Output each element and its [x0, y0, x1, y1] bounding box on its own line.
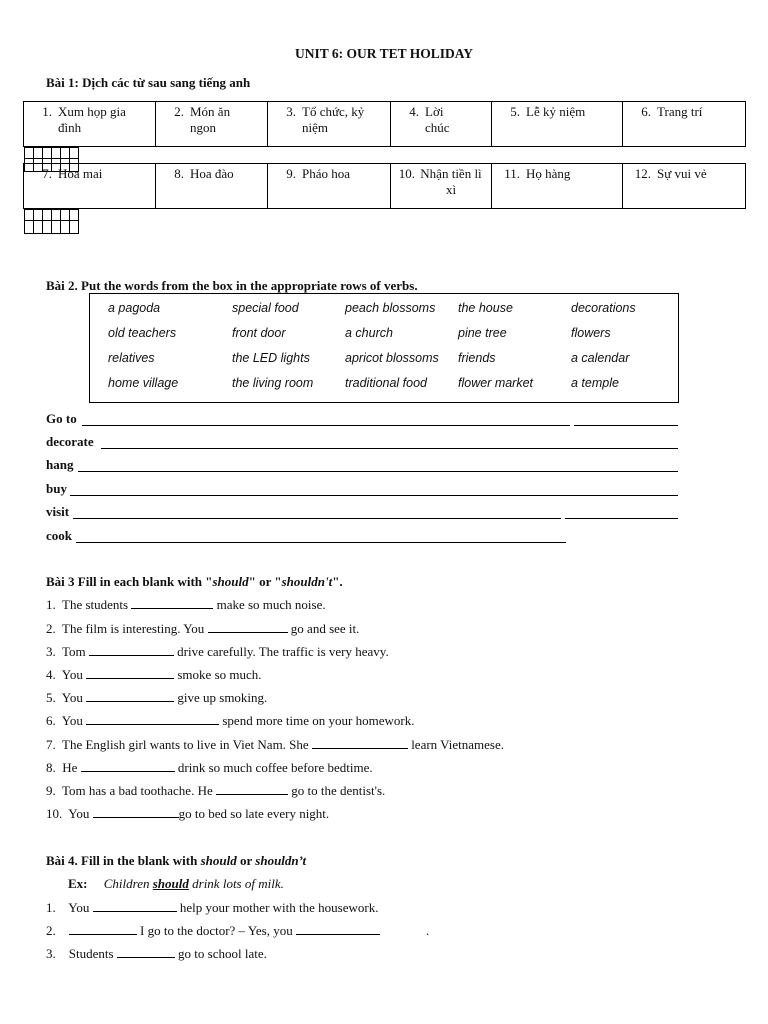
table-row	[24, 164, 746, 209]
emphasis-should: should	[200, 853, 237, 868]
vocab-cell: 11. Họ hàng	[492, 164, 623, 209]
vocab-table	[23, 101, 746, 225]
word-box-item: the living room	[232, 376, 314, 390]
word-box-item: friends	[458, 351, 496, 365]
exercise-item: 3. Students go to school late.	[46, 946, 267, 961]
answer-cell[interactable]	[24, 210, 33, 234]
vocab-cell: 5. Lễ kỷ niệm	[492, 102, 623, 147]
exercise-item: 10. You go to bed so late every night.	[46, 806, 330, 821]
answer-cell[interactable]	[51, 210, 60, 234]
word-box-item: special food	[232, 301, 299, 315]
table-row	[24, 147, 79, 159]
example-line: Ex: Children should drink lots of milk.	[68, 876, 284, 891]
answer-cell[interactable]	[69, 210, 78, 234]
verb-label: hang	[46, 457, 74, 472]
vocab-cell: 3. Tổ chức, kỷ niệm	[268, 102, 391, 147]
answer-blank[interactable]	[93, 806, 179, 818]
exercise-item: 2. I go to the doctor? – Yes, you .	[46, 923, 430, 938]
exercise-2-heading: Bài 2. Put the words from the box in the appropriate rows of verbs.	[46, 278, 418, 293]
vocab-cell: 4. Lời chúc	[391, 102, 492, 147]
answer-blank[interactable]	[93, 900, 177, 912]
word-box-item: relatives	[108, 351, 155, 365]
answer-line[interactable]	[73, 518, 561, 519]
answer-line[interactable]	[565, 518, 678, 519]
word-box-item: home village	[108, 376, 179, 390]
verb-label: Go to	[46, 411, 77, 426]
word-box-item: traditional food	[345, 376, 428, 390]
answer-line[interactable]	[101, 448, 678, 449]
emphasis-shouldnt: shouldn’t	[255, 853, 307, 868]
verb-label: decorate	[46, 434, 94, 449]
exercise-item: 4. You smoke so much.	[46, 667, 262, 682]
word-box-item: a calendar	[571, 351, 630, 365]
exercise-3-heading: Bài 3 Fill in each blank with "should" or "shouldn't".	[46, 574, 343, 589]
vocab-cell: 9. Pháo hoa	[268, 164, 391, 209]
answer-cell[interactable]	[42, 210, 51, 234]
word-box-item: flowers	[571, 326, 611, 340]
word-box-item: a pagoda	[108, 301, 161, 315]
answer-blank[interactable]	[208, 621, 288, 633]
answer-blank[interactable]	[69, 923, 137, 935]
answer-line[interactable]	[82, 425, 570, 426]
word-box-item: flower market	[458, 376, 534, 390]
verb-label: cook	[46, 528, 72, 543]
answer-line[interactable]	[76, 542, 566, 543]
vocab-cell: 2. Món ăn ngon	[156, 102, 268, 147]
emphasis-shouldnt: shouldn't	[281, 574, 333, 589]
exercise-1-heading: Bài 1: Dịch các từ sau sang tiếng anh	[46, 75, 251, 90]
example-answer: should	[152, 876, 189, 891]
answer-line[interactable]	[78, 471, 678, 472]
example-label: Ex:	[68, 876, 88, 891]
answer-blank[interactable]	[81, 760, 175, 772]
verb-label: visit	[46, 504, 70, 519]
word-box-item: old teachers	[108, 326, 177, 340]
word-box	[89, 293, 679, 403]
word-box-item: a temple	[571, 376, 619, 390]
answer-line[interactable]	[70, 495, 678, 496]
answer-blank[interactable]	[117, 946, 175, 958]
answer-blank[interactable]	[296, 923, 380, 935]
word-box-item: peach blossoms	[345, 301, 436, 315]
word-box-item: the house	[458, 301, 513, 315]
exercise-item: 6. You spend more time on your homework.	[46, 713, 415, 728]
vocab-cell: 1. Xum họp gia đình	[24, 102, 156, 147]
answer-blank[interactable]	[86, 690, 174, 702]
table-row	[24, 209, 79, 221]
verb-label: buy	[46, 481, 67, 496]
answer-blank[interactable]	[312, 737, 408, 749]
word-box-item: pine tree	[458, 326, 507, 340]
word-box-item: front door	[232, 326, 286, 340]
table-row	[24, 102, 746, 147]
vocab-cell: 7. Hoa mai	[24, 164, 156, 209]
exercise-item: 7. The English girl wants to live in Viet Nam. She learn Vietnamese.	[46, 737, 505, 752]
page-title: UNIT 6: OUR TET HOLIDAY	[294, 46, 474, 61]
word-box-item: decorations	[571, 301, 636, 315]
exercise-item: 2. The film is interesting. You go and see it.	[46, 621, 360, 636]
exercise-item: 3. Tom drive carefully. The traffic is very heavy.	[46, 644, 389, 659]
word-box-item: apricot blossoms	[345, 351, 439, 365]
vocab-cell: 10. Nhận tiền lì xì	[391, 164, 492, 209]
answer-cell[interactable]	[33, 210, 42, 234]
exercise-item: 8. He drink so much coffee before bedtime.	[46, 760, 373, 775]
word-box-item: a church	[345, 326, 393, 340]
answer-cell[interactable]	[60, 210, 69, 234]
vocab-cell: 12. Sự vui vẻ	[623, 164, 746, 209]
answer-blank[interactable]	[216, 783, 288, 795]
exercise-item: 9. Tom has a bad toothache. He go to the dentist's.	[46, 783, 386, 798]
answer-blank[interactable]	[86, 667, 174, 679]
answer-blank[interactable]	[131, 597, 213, 609]
answer-blank[interactable]	[86, 713, 219, 725]
word-box-item: the LED lights	[232, 351, 310, 365]
exercise-item: 5. You give up smoking.	[46, 690, 268, 705]
emphasis-should: should	[212, 574, 249, 589]
answer-line[interactable]	[574, 425, 678, 426]
vocab-cell: 8. Hoa đào	[156, 164, 268, 209]
exercise-item: 1. You help your mother with the housework.	[46, 900, 379, 915]
vocab-cell: 6. Trang trí	[623, 102, 746, 147]
answer-blank[interactable]	[89, 644, 174, 656]
exercise-4-heading: Bài 4. Fill in the blank with should or shouldn’t	[46, 853, 307, 868]
exercise-item: 1. The students make so much noise.	[46, 597, 326, 612]
